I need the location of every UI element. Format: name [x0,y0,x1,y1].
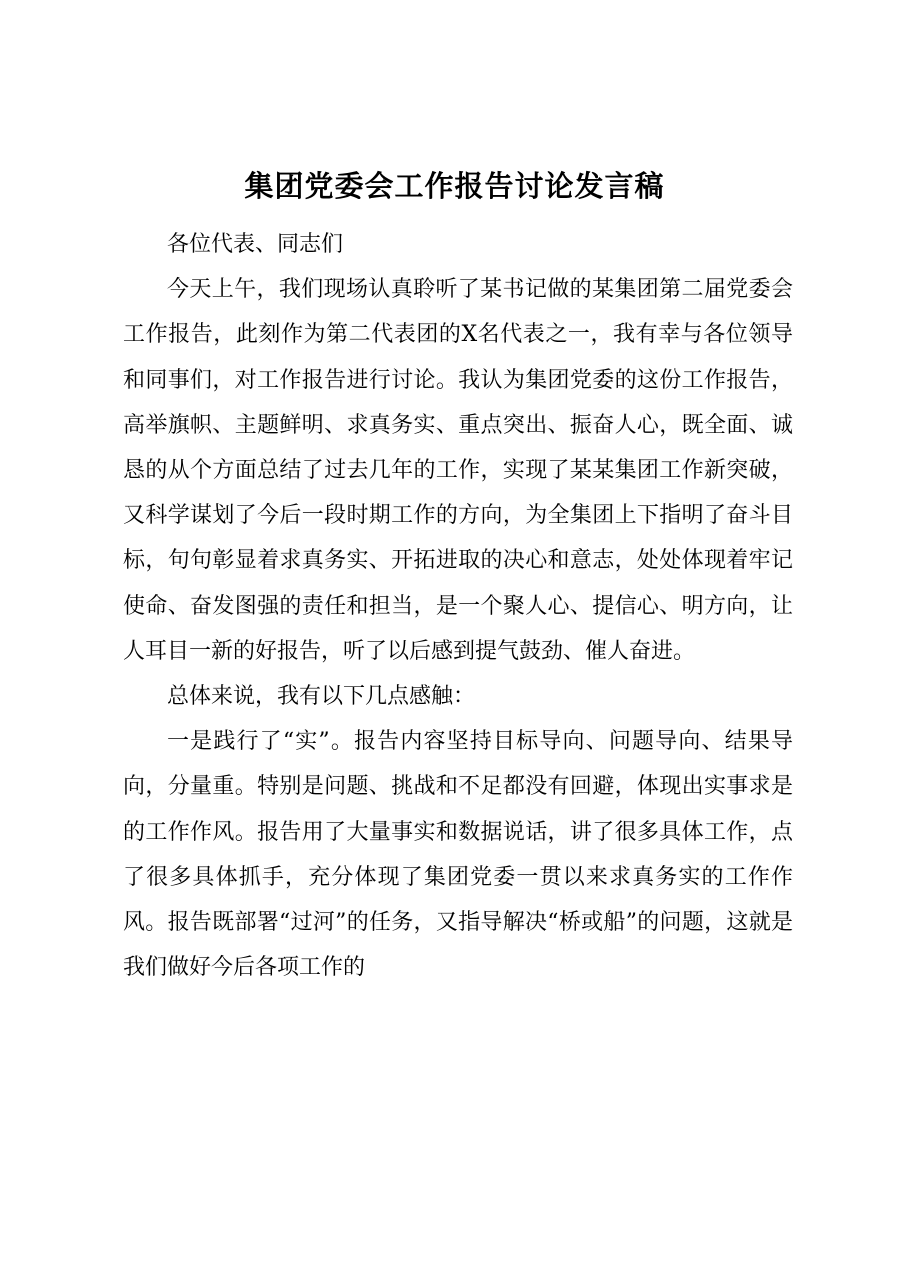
paragraph-point-one: 一是践行了“实”。报告内容坚持目标导向、问题导向、结果导向，分量重。特别是问题、挑战和不足都没有回避，体现出实事求是的工作作风。报告用了大量事实和数据说话，讲了很多具体工作，点了很多具体抓手，充分体现了集团党委一贯以来求真务实的工作作风。报告既部署“过河”的任务，又指导解决“桥或船”的问题，这就是我们做好今后各项工作的 [123,729,793,981]
paragraph-greeting: 各位代表、同志们 [167,232,344,257]
document-body [123,222,793,990]
document-title: 集团党委会工作报告讨论发言稿 [244,169,665,203]
paragraph-summary-intro: 总体来说，我有以下几点感触： [167,684,476,710]
paragraph-opening: 今天上午，我们现场认真聆听了某书记做的某集团第二届党委会工作报告，此刻作为第二代表团的X名代表之一，我有幸与各位领导和同事们，对工作报告进行讨论。我认为集团党委的这份工作报告，高举旗帜、主题鲜明、求真务实、重点突出、振奋人心，既全面、诚恳的从个方面总结了过去几年的工作，实现了某某集团工作新突破，又科学谋划了今后一段时期工作的方向，为全集团上下指明了奋斗目标，句句彰显着求真务实、开拓进取的决心和意志，处处体现着牢记使命、奋发图强的责任和担当，是一个聚人心、提信心、明方向，让人耳目一新的好报告，听了以后感到提气鼓劲、催人奋进。 [123,277,793,664]
